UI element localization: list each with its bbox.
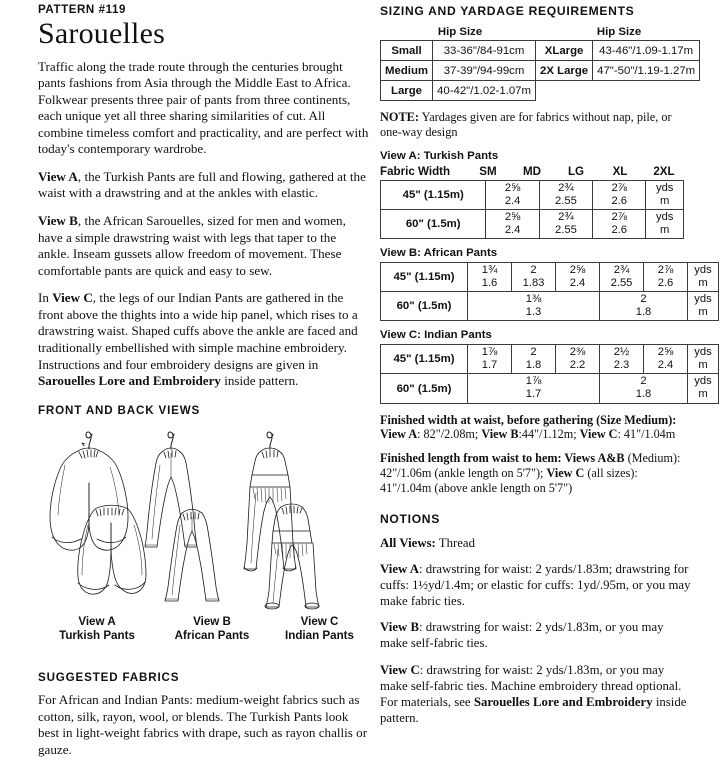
yardage-cell: [486, 181, 539, 210]
yardage-meters: 2.4: [504, 194, 521, 207]
unit-cell: [688, 292, 719, 321]
yardage-cell: [468, 263, 512, 292]
intro-paragraph: Traffic along the trade route through the centuries brought pants fashions from Asia through the Middle East to Africa. Folkwear presents three pair of pants from three continents, each unique yet all three sharing similarities of cut. All combine timeless comfort and practicality, and are perfect with today's contemporary wardrobe.: [38, 58, 369, 157]
unit-yds: yds: [694, 375, 712, 388]
table-row: [381, 292, 719, 321]
yardage-cell: [600, 263, 644, 292]
table-row: [381, 263, 719, 292]
yardage-cell: [468, 374, 600, 403]
yardage-cell: [468, 345, 512, 374]
view-label-a-view: View A: [78, 614, 116, 628]
view-label-b: [156, 615, 268, 645]
table-row: [381, 345, 719, 374]
finished-width-c-label: View C: [579, 427, 618, 442]
yardage-cell: [600, 374, 688, 403]
note-text: Yardages given are for fabrics without nap, pile, or one-way design: [380, 110, 672, 139]
unit-yds: yds: [694, 346, 712, 359]
notions-view-c-booklet: Sarouelles Lore and Embroidery: [473, 694, 653, 709]
empty-cell: [536, 81, 593, 101]
notions-all-views: [380, 535, 692, 551]
yardage-meters: 2.2: [569, 358, 586, 371]
unit-cell: [688, 374, 719, 403]
notions-view-c-end: inside pattern.: [380, 694, 687, 725]
yardage-cell: [468, 292, 600, 321]
yardage-cell: [556, 345, 600, 374]
yardage-yards: 2¾: [558, 211, 574, 224]
yardage-yards: 2⅝: [504, 211, 521, 224]
table-row: [381, 61, 700, 81]
view-c-lead: View C: [52, 290, 93, 306]
hip-size-header-left: Hip Size: [437, 26, 483, 38]
yardage-note: [380, 110, 692, 140]
size-value-small: 33-36"/84-91cm: [433, 41, 536, 61]
yardage-cell: [593, 181, 646, 210]
table-row: [381, 181, 684, 210]
yardage-cell: [600, 345, 644, 374]
size-label-small: Small: [381, 41, 433, 61]
unit-yds: yds: [694, 293, 712, 306]
size-label-xlarge: XLarge: [536, 41, 593, 61]
view-c-prefix: In: [38, 290, 53, 306]
size-header-lg: LG: [567, 165, 585, 178]
yardage-meters: 2.55: [555, 223, 577, 236]
finished-length-c-rest: (all sizes): 41"/1.04m (above ankle length on 5'7"): [380, 466, 638, 496]
yardage-yards: 2½: [613, 346, 630, 359]
table-row: [381, 374, 719, 403]
yardage-meters: 2.55: [555, 194, 577, 207]
notions-all-views-value: Thread: [435, 535, 476, 550]
yardage-yards: 2¾: [613, 264, 630, 277]
yardage-yards: 2⅞: [611, 182, 627, 194]
notions-view-b-text: : drawstring for waist: 2 yds/1.83m, or you may make self-fabric ties.: [380, 620, 664, 651]
pants-line-drawings: [38, 425, 371, 613]
yardage-meters: 2.6: [611, 194, 627, 207]
fabric-width-60: 60" (1.5m): [381, 210, 486, 239]
view-c-back: [244, 432, 296, 571]
yardage-meters: 2.55: [610, 276, 633, 289]
unit-yds: yds: [655, 182, 674, 194]
yardage-meters: 1.83: [522, 276, 545, 289]
view-label-c-view: View C: [300, 614, 339, 628]
yardage-yards: 2⅞: [611, 211, 627, 224]
yardage-yards: 1⅜: [525, 293, 542, 306]
yardage-meters: 2.4: [569, 276, 586, 289]
finished-width-b-label: View B: [481, 427, 519, 442]
unit-cell: [646, 210, 684, 239]
size-header-xl: XL: [612, 165, 628, 178]
hip-size-headers: [380, 26, 692, 38]
yardage-meters: 2.3: [613, 358, 630, 371]
yardage-meters: 2.4: [504, 223, 521, 236]
yardage-yards: 2⅝: [657, 346, 674, 359]
view-c-booklet-title: Sarouelles Lore and Embroidery: [38, 373, 221, 389]
yardage-caption-view-b: View B: African Pants: [380, 247, 498, 260]
yardage-table-view-a: [380, 180, 684, 239]
pattern-number: PATTERN #119: [38, 4, 126, 16]
yardage-meters: 1.8: [525, 358, 542, 371]
yardage-yards: 2⅞: [657, 264, 674, 277]
yardage-cell: [486, 210, 539, 239]
view-b-text: , the African Sarouelles, sized for men and women, have a simple drawstring waist with legs that taper to the ankle. Inseam gussets allow freedom of movement. These comfortable pants are quick and easy to sew.: [38, 213, 346, 278]
notions-view-b-label: View B: [380, 620, 419, 635]
hip-size-header-right: Hip Size: [596, 26, 642, 38]
view-a-text: , the Turkish Pants are full and flowing, gathered at the waist with a drawstring and at the ankles with elastic.: [38, 168, 366, 201]
yardage-yards: 2⅜: [569, 346, 586, 359]
yardage-cell: [644, 345, 688, 374]
yardage-cell: [539, 181, 592, 210]
notions-view-a: [380, 561, 692, 609]
notions-view-b: [380, 619, 692, 651]
yardage-yards: 2: [530, 346, 537, 359]
yardage-cell: [593, 210, 646, 239]
yardage-meters: 2.6: [657, 276, 674, 289]
yardage-yards: 1⅞: [525, 375, 542, 388]
fabric-width-60: 60" (1.5m): [381, 374, 468, 403]
right-column: [380, 4, 712, 736]
yardage-yards: 2: [530, 264, 537, 277]
notions-view-a-text: : drawstring for waist: 2 yards/1.83m; drawstring for cuffs: 1½yd/1.4m; or elastic for cuffs: 1yd/.95m, or you may make fabric ties.: [380, 562, 691, 609]
fabric-width-45: 45" (1.15m): [381, 263, 468, 292]
yardage-yards: 2: [640, 293, 647, 306]
view-c-text-end: inside pattern.: [220, 373, 299, 389]
size-header-sm: SM: [479, 165, 497, 178]
note-label: NOTE:: [380, 110, 419, 124]
left-column: [38, 4, 371, 770]
yardage-yards: 2⅝: [504, 182, 521, 194]
yardage-cell: [539, 210, 592, 239]
size-value-xlarge: 43-46"/1.09-1.17m: [593, 41, 700, 61]
size-label-large: Large: [381, 81, 433, 101]
view-label-b-view: View B: [193, 614, 231, 628]
view-a-lead: View A: [38, 168, 78, 184]
yardage-caption-view-a: View A: Turkish Pants: [380, 150, 499, 162]
table-row: [381, 210, 684, 239]
size-label-2xlarge: 2X Large: [536, 61, 593, 81]
sizing-table: [380, 40, 700, 101]
unit-m: m: [698, 358, 708, 371]
unit-yds: yds: [655, 211, 674, 224]
size-value-2xlarge: 47"-50"/1.19-1.27m: [593, 61, 700, 81]
fabric-width-45: 45" (1.15m): [381, 345, 468, 374]
size-header-md: MD: [522, 165, 542, 178]
pants-illustrations: [38, 425, 371, 613]
yardage-yards: 2: [640, 375, 647, 388]
yardage-meters: 1.8: [635, 388, 652, 401]
size-value-medium: 37-39"/94-99cm: [433, 61, 536, 81]
view-c-paragraph: [38, 290, 371, 389]
view-c-text: , the legs of our Indian Pants are gathered in the front above the thights into a wide hip panel, which rises to a drawstring waist. Shaped cuffs above the ankle are faced and traditionally embellished with simple machine embroidery. Instructions and four embroidery designs are given in: [38, 290, 358, 372]
unit-cell: [688, 263, 719, 292]
front-back-views-heading: FRONT AND BACK VIEWS: [38, 403, 201, 417]
yardage-table-view-b: [380, 262, 719, 321]
yardage-meters: 2.4: [657, 358, 674, 371]
yardage-meters: 1.8: [635, 305, 652, 318]
finished-width-c-value: : 41"/1.04m: [617, 427, 676, 442]
yardage-size-header-a: [380, 165, 692, 178]
suggested-fabrics-text: For African and Indian Pants: medium-weight fabrics such as cotton, silk, rayon, wool, or blends. The Turkish Pants look best in light-weight fabrics with drape, such as rayon challis or gauze.: [38, 692, 368, 757]
yardage-yards: 1⅞: [481, 346, 498, 359]
yardage-yards: 2¾: [558, 182, 574, 194]
yardage-meters: 1.6: [481, 276, 498, 289]
yardage-cell: [600, 292, 688, 321]
notions-view-c-text: : drawstring for waist: 2 yds/1.83m, or you may make self-fabric ties. Machine embroidery thread optional. For materials, see: [380, 662, 682, 709]
unit-m: m: [698, 305, 708, 318]
finished-width-b-value: :44"/1.12m;: [518, 427, 580, 442]
view-a-paragraph: [38, 169, 371, 202]
finished-width-text: [380, 413, 692, 443]
finished-length-text: [380, 451, 692, 496]
sizing-heading: SIZING AND YARDAGE REQUIREMENTS: [380, 4, 635, 18]
yardage-yards: 2⅝: [569, 264, 586, 277]
yardage-yards: 1¾: [481, 264, 498, 277]
notions-view-a-label: View A: [380, 562, 419, 577]
table-row: [381, 41, 700, 61]
unit-m: m: [698, 388, 708, 401]
view-b-lead: View B: [38, 213, 78, 228]
finished-width-a-value: : 82"/2.08m;: [417, 427, 482, 442]
suggested-fabrics-heading: SUGGESTED FABRICS: [38, 671, 180, 685]
view-b-paragraph: [38, 213, 371, 279]
view-label-b-name: African Pants: [174, 629, 250, 643]
fabric-width-45: 45" (1.15m): [381, 181, 486, 210]
fabric-width-60: 60" (1.5m): [381, 292, 468, 321]
size-header-2xl: 2XL: [653, 165, 675, 178]
finished-width-a-label: View A: [380, 427, 418, 442]
view-a-back: [50, 432, 128, 550]
yardage-meters: 1.7: [525, 388, 542, 401]
yardage-meters: 2.6: [611, 223, 627, 236]
unit-m: m: [660, 194, 670, 207]
unit-yds: yds: [694, 264, 712, 277]
notions-view-c-label: View C: [380, 662, 420, 677]
unit-cell: [646, 181, 684, 210]
yardage-meters: 1.7: [481, 358, 498, 371]
unit-m: m: [698, 276, 708, 289]
table-row: [381, 81, 700, 101]
view-label-a: [38, 615, 156, 645]
unit-cell: [688, 345, 719, 374]
unit-m: m: [660, 223, 670, 236]
notions-heading: NOTIONS: [380, 511, 440, 526]
empty-cell: [593, 81, 700, 101]
finished-length-c-label: View C: [546, 466, 585, 481]
yardage-table-view-c: [380, 344, 719, 403]
view-b-front: [165, 509, 219, 601]
yardage-cell: [556, 263, 600, 292]
view-label-c-name: Indian Pants: [285, 629, 354, 643]
yardage-cell: [512, 345, 556, 374]
yardage-cell: [644, 263, 688, 292]
size-label-medium: Medium: [381, 61, 433, 81]
view-label-a-name: Turkish Pants: [59, 629, 135, 643]
notions-view-c: [380, 662, 692, 726]
finished-length-rest: (Medium): 42"/1.06m (ankle length on 5'7");: [380, 451, 681, 481]
view-label-c: [268, 615, 371, 645]
fabric-width-header: Fabric Width: [380, 165, 451, 178]
yardage-meters: 1.3: [525, 305, 542, 318]
finished-width-label: Finished width at waist, before gathering (Size Medium):: [380, 412, 677, 427]
view-b-back: [145, 432, 197, 547]
notions-all-views-label: All Views:: [380, 535, 436, 550]
yardage-caption-view-c: View C: Indian Pants: [380, 329, 492, 342]
size-value-large: 40-42"/1.02-1.07m: [433, 81, 536, 101]
view-label-row: [38, 615, 371, 645]
page-title: Sarouelles: [38, 17, 165, 50]
finished-length-label: Finished length from waist to hem: Views A&B: [380, 451, 625, 466]
yardage-cell: [512, 263, 556, 292]
